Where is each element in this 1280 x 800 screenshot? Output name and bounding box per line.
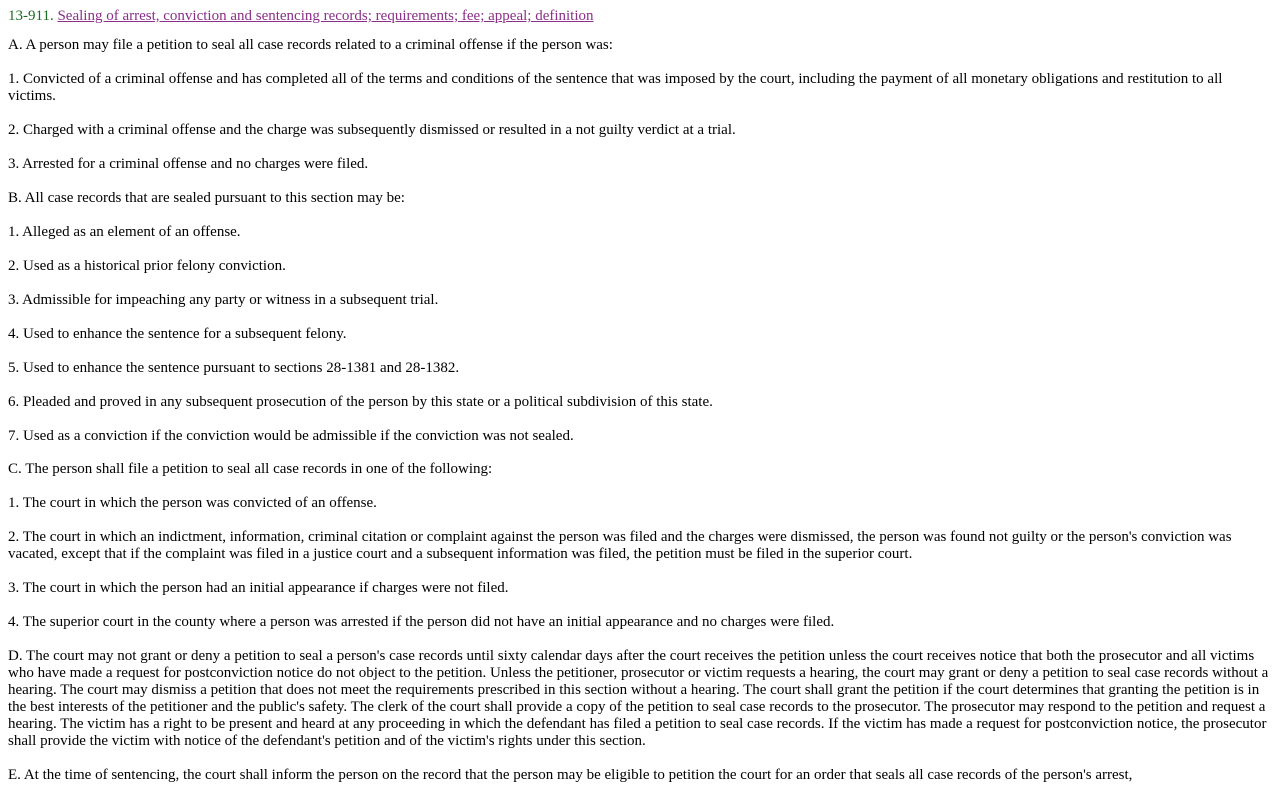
statute-paragraph-c4: 4. The superior court in the county where a person was arrested if the person did not have an initial appearance and no charges were filed. [8, 614, 835, 631]
statute-paragraph-c3: 3. The court in which the person had an initial appearance if charges were not filed. [8, 580, 509, 597]
statute-paragraph-c2: 2. The court in which an indictment, information, criminal citation or complaint against the person was filed and the charges were dismissed, the person was found not guilty or the person's conviction was vacated, except that if the complaint was filed in a justice court and a subsequent information was filed, the petition must be filed in the superior court. [8, 529, 1232, 563]
statute-paragraph-a3: 3. Arrested for a criminal offense and no charges were filed. [8, 156, 369, 172]
statute-paragraph-a2: 2. Charged with a criminal offense and the charge was subsequently dismissed or resulted in a not guilty verdict at a trial. [8, 122, 736, 139]
statute-paragraph-b: B. All case records that are sealed pursuant to this section may be: [8, 189, 405, 206]
statute-paragraph-a: A. A person may file a petition to seal all case records related to a criminal offense if the person was: [8, 37, 613, 54]
statute-paragraph-a1: 1. Convicted of a criminal offense and has completed all of the terms and conditions of the sentence that was imposed by the court, including the payment of all monetary obligations and restitution to all victims. [8, 71, 1223, 105]
statute-paragraph-c: C. The person shall file a petition to seal all case records in one of the following: [8, 461, 493, 478]
statute-paragraph-d: D. The court may not grant or deny a petition to seal a person's case records until sixty calendar days after the court receives the petition unless the court receives notice that both the prosecutor and all victims who have made a request for postconviction notice do not object to the petition. Unless the petitioner, prosecutor or victim requests a hearing, the court may grant or deny a petition to seal case records without a hearing. The court may dismiss a petition that does not meet the requirements prescribed in this section without a hearing. The court shall grant the petition if the court determines that granting the petition is in the best interests of the petitioner and the public's safety. The clerk of the court shall provide a copy of the petition to seal case records to the prosecutor. The prosecutor may respond to the petition and request a hearing. The victim has a right to be present and heard at any proceeding in which the defendant has filed a petition to seal case records. If the victim has made a request for postconviction notice, the prosecutor shall provide the victim with notice of the defendant's petition and of the victim's rights under this section. [8, 648, 1269, 749]
statute-paragraph-b6: 6. Pleaded and proved in any subsequent prosecution of the person by this state or a political subdivision of this state. [8, 393, 713, 410]
statute-section-number: 13-911. [8, 8, 54, 24]
statute-heading [8, 8, 1272, 25]
statute-paragraph-e: E. At the time of sentencing, the court shall inform the person on the record that the person may be eligible to petition the court for an order that seals all case records of the person's arrest, [8, 766, 1133, 783]
statute-paragraph-c1: 1. The court in which the person was convicted of an offense. [8, 495, 377, 512]
statute-paragraph-b2: 2. Used as a historical prior felony conviction. [8, 257, 286, 274]
statute-body [8, 37, 1272, 783]
statute-paragraph-b3: 3. Admissible for impeaching any party or witness in a subsequent trial. [8, 291, 439, 308]
statute-paragraph-b1: 1. Alleged as an element of an offense. [8, 223, 241, 240]
statute-paragraph-b4: 4. Used to enhance the sentence for a subsequent felony. [8, 325, 347, 342]
statute-paragraph-b7: 7. Used as a conviction if the conviction would be admissible if the conviction was not sealed. [8, 427, 574, 444]
statute-paragraph-b5: 5. Used to enhance the sentence pursuant to sections 28-1381 and 28-1382. [8, 359, 460, 376]
statute-title-link[interactable]: Sealing of arrest, conviction and sentencing records; requirements; fee; appeal; definition [57, 8, 594, 24]
